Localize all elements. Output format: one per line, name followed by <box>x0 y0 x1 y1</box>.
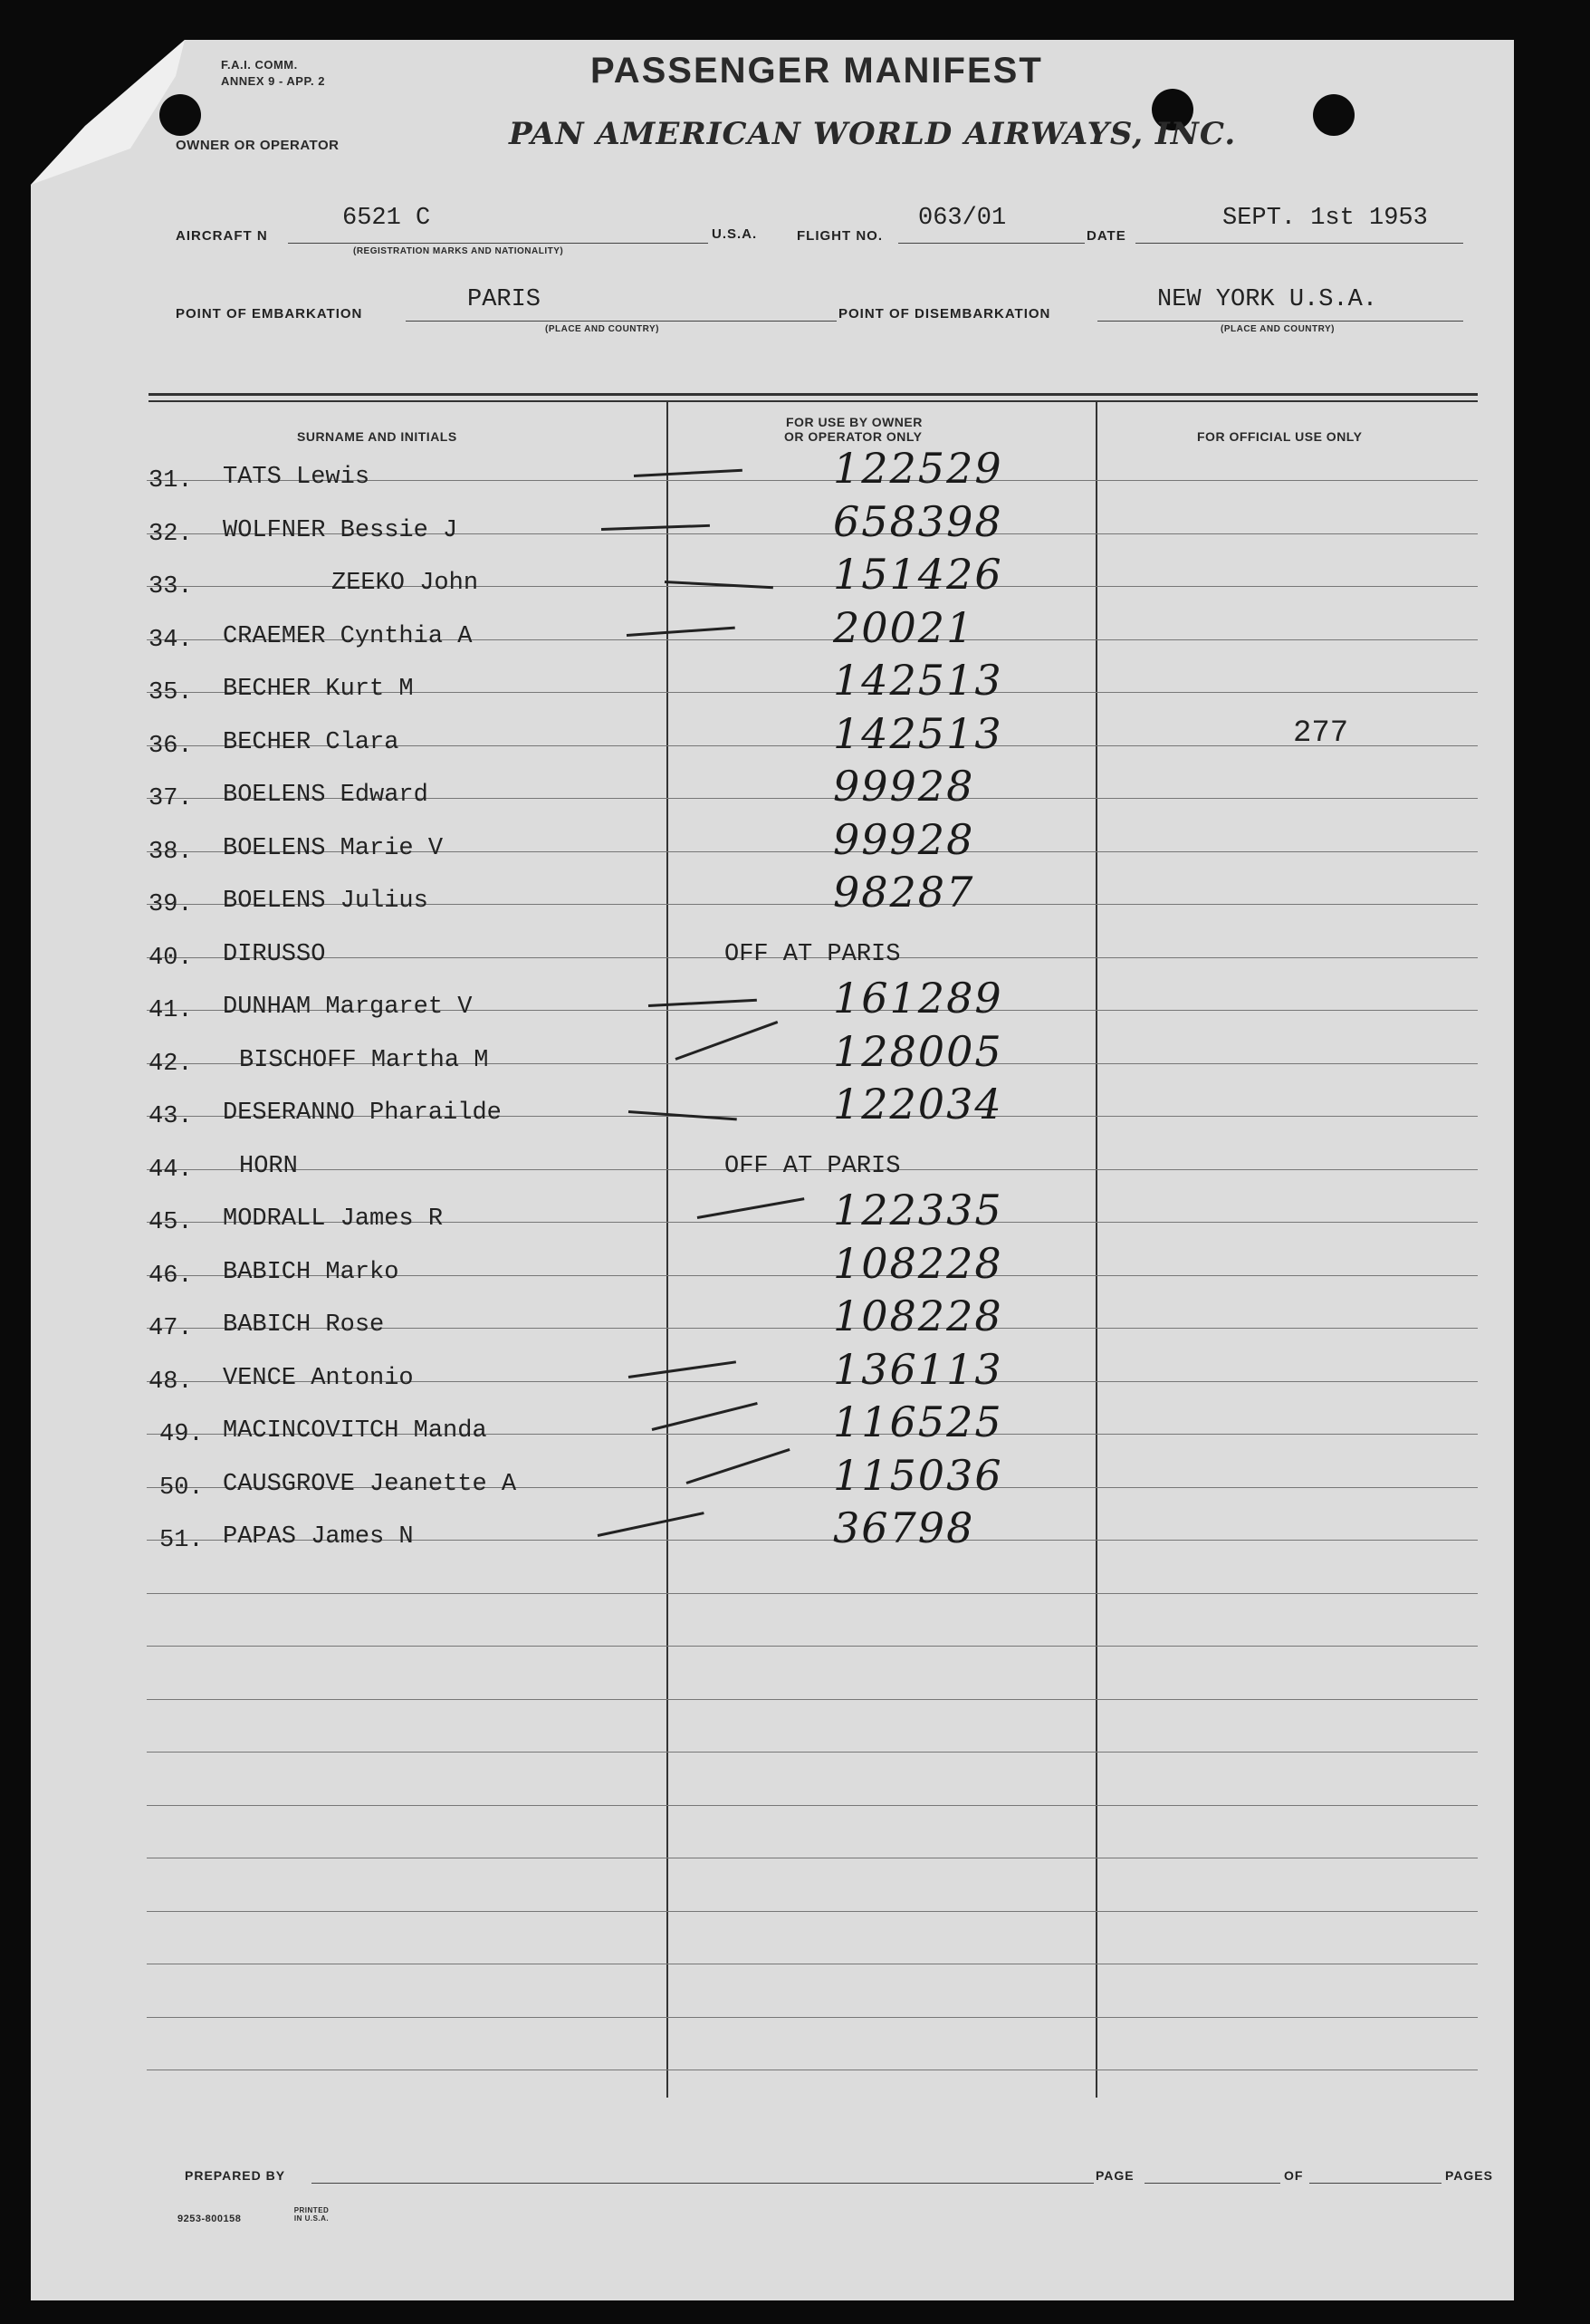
column-header-owner-1: FOR USE BY OWNER <box>786 415 923 429</box>
passenger-name: BOELENS Marie V <box>223 834 444 862</box>
status-text: OFF AT PARIS <box>724 1152 901 1180</box>
handwritten-code: 122034 <box>833 1080 1003 1128</box>
airline-name: PAN AMERICAN WORLD AIRWAYS, INC. <box>509 116 1237 152</box>
punch-hole-left <box>159 94 201 136</box>
aircraft-value: 6521 C <box>342 205 431 232</box>
ruled-line <box>147 1752 1478 1753</box>
passenger-name: TATS Lewis <box>223 464 370 491</box>
row-number: 33. <box>148 573 193 600</box>
row-number: 46. <box>148 1262 193 1290</box>
row-number: 51. <box>159 1527 204 1554</box>
passenger-name: PAPAS James N <box>223 1523 414 1551</box>
flight-number-line <box>898 243 1085 244</box>
passenger-name: ZEEKO John <box>331 570 479 597</box>
passenger-name: MACINCOVITCH Manda <box>223 1417 487 1445</box>
prepared-by-label: PREPARED BY <box>185 2168 286 2183</box>
row-number: 38. <box>148 838 193 866</box>
passenger-name: DUNHAM Margaret V <box>223 994 473 1021</box>
handwritten-code: 151426 <box>833 550 1003 599</box>
disembarkation-line <box>1097 321 1463 322</box>
page-title: PASSENGER MANIFEST <box>590 51 1043 91</box>
handwritten-code: 658398 <box>833 496 1003 546</box>
handwritten-code: 99928 <box>833 762 975 811</box>
row-number: 32. <box>148 520 193 548</box>
flight-number-value: 063/01 <box>918 205 1007 232</box>
pages-label: PAGES <box>1445 2168 1493 2183</box>
date-line <box>1135 243 1463 244</box>
passenger-name: CRAEMER Cynthia A <box>223 622 473 650</box>
handwritten-code: 142513 <box>833 656 1003 705</box>
form-number: 9253-800158 <box>177 2214 242 2224</box>
handwritten-code: 98287 <box>833 868 975 917</box>
table-top-rule-2 <box>148 400 1478 402</box>
page-line <box>1145 2183 1280 2184</box>
corner-note-2: ANNEX 9 - APP. 2 <box>221 74 325 88</box>
ruled-line <box>147 1911 1478 1912</box>
page-label: PAGE <box>1096 2168 1135 2183</box>
passenger-name: BISCHOFF Martha M <box>239 1046 489 1074</box>
usa-label: U.S.A. <box>712 226 758 242</box>
row-number: 48. <box>148 1368 193 1396</box>
row-number: 39. <box>148 891 193 918</box>
handwritten-code: 122335 <box>833 1186 1003 1234</box>
handwritten-code: 36798 <box>833 1503 975 1552</box>
date-value: SEPT. 1st 1953 <box>1222 205 1428 232</box>
passenger-name: CAUSGROVE Jeanette A <box>223 1470 517 1498</box>
prepared-by-line <box>311 2183 1094 2184</box>
handwritten-code: 128005 <box>833 1026 1003 1076</box>
passenger-name: MODRALL James R <box>223 1205 444 1233</box>
of-label: OF <box>1284 2168 1304 2183</box>
row-number: 31. <box>148 467 193 495</box>
row-number: 42. <box>148 1050 193 1078</box>
embarkation-line <box>406 321 837 322</box>
handwritten-code: 99928 <box>833 814 975 864</box>
corner-note-1: F.A.I. COMM. <box>221 58 298 72</box>
row-number: 40. <box>148 944 193 972</box>
handwritten-code: 122529 <box>833 444 1003 493</box>
ruled-line <box>147 1805 1478 1806</box>
passenger-name: BECHER Clara <box>223 728 399 756</box>
embarkation-sublabel: (PLACE AND COUNTRY) <box>545 324 659 334</box>
row-number: 43. <box>148 1103 193 1130</box>
passenger-name: DESERANNO Pharailde <box>223 1100 502 1127</box>
passenger-name: WOLFNER Bessie J <box>223 516 458 544</box>
aircraft-line <box>288 243 708 244</box>
passenger-name: BABICH Rose <box>223 1311 385 1339</box>
row-number: 50. <box>159 1474 204 1502</box>
row-number: 37. <box>148 785 193 812</box>
punch-hole-right <box>1313 94 1355 136</box>
column-header-name: SURNAME AND INITIALS <box>297 429 457 444</box>
embarkation-value: PARIS <box>467 286 541 313</box>
handwritten-code: 136113 <box>833 1344 1003 1394</box>
row-number: 49. <box>159 1421 204 1448</box>
handwritten-code: 142513 <box>833 708 1003 758</box>
ruled-line <box>147 2017 1478 2018</box>
row-number: 36. <box>148 732 193 760</box>
passenger-name: BOELENS Julius <box>223 888 428 915</box>
passenger-name: BOELENS Edward <box>223 782 428 809</box>
passenger-name: DIRUSSO <box>223 940 326 968</box>
column-header-owner-2: OR OPERATOR ONLY <box>784 429 923 444</box>
passenger-name: VENCE Antonio <box>223 1364 414 1392</box>
embarkation-label: POINT OF EMBARKATION <box>176 306 363 322</box>
row-number: 44. <box>148 1156 193 1184</box>
disembarkation-label: POINT OF DISEMBARKATION <box>838 306 1051 322</box>
passenger-name: BABICH Marko <box>223 1258 399 1286</box>
handwritten-code: 161289 <box>833 974 1003 1023</box>
handwritten-code: 116525 <box>833 1397 1003 1446</box>
of-line <box>1309 2183 1442 2184</box>
table-top-rule <box>148 393 1478 396</box>
row-number: 45. <box>148 1209 193 1236</box>
date-label: DATE <box>1087 228 1126 244</box>
handwritten-code: 20021 <box>833 602 975 652</box>
handwritten-code: 108228 <box>833 1292 1003 1340</box>
row-number: 34. <box>148 626 193 654</box>
owner-label: OWNER OR OPERATOR <box>176 138 340 153</box>
disembarkation-value: NEW YORK U.S.A. <box>1157 286 1378 313</box>
aircraft-sublabel: (REGISTRATION MARKS AND NATIONALITY) <box>353 246 564 256</box>
handwritten-code: 115036 <box>833 1450 1003 1500</box>
passenger-name: HORN <box>239 1152 298 1180</box>
row-number: 35. <box>148 679 193 706</box>
aircraft-label: AIRCRAFT N <box>176 228 268 244</box>
ruled-line <box>147 1646 1478 1647</box>
status-text: OFF AT PARIS <box>724 940 901 968</box>
column-header-official: FOR OFFICIAL USE ONLY <box>1197 429 1363 444</box>
column-divider-2 <box>1096 402 1097 2098</box>
flight-number-label: FLIGHT NO. <box>797 228 883 244</box>
row-number: 47. <box>148 1315 193 1342</box>
handwritten-code: 108228 <box>833 1238 1003 1288</box>
printed-in-usa: PRINTED IN U.S.A. <box>293 2206 330 2223</box>
official-note: 277 <box>1293 715 1349 751</box>
ruled-line <box>147 1699 1478 1700</box>
passenger-name: BECHER Kurt M <box>223 676 414 703</box>
column-divider-1 <box>666 402 668 2098</box>
disembarkation-sublabel: (PLACE AND COUNTRY) <box>1221 324 1335 334</box>
row-number: 41. <box>148 997 193 1024</box>
ruled-line <box>147 1593 1478 1594</box>
